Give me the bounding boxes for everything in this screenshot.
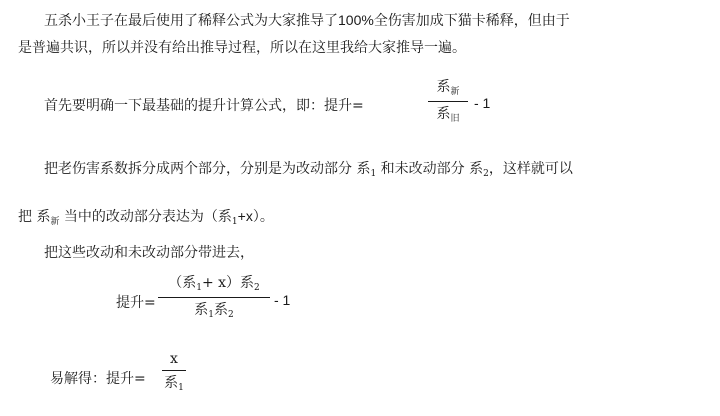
fraction-bar [428, 101, 468, 102]
fraction-result [162, 352, 186, 393]
p1-percent: 100% [338, 12, 374, 28]
p1-text-b: 全伤害加成下猫卡稀释，但由于 [373, 13, 570, 29]
paragraph-5: 把这些改动和未改动部分带进去， [44, 245, 254, 261]
fraction-expanded [158, 276, 270, 320]
fraction2-bar [158, 297, 270, 298]
fraction3-bar [162, 370, 186, 371]
formula2-label: 提升= [116, 295, 156, 311]
p2-text: 首先要明确一下最基础的提升计算公式，即：提升= [44, 98, 364, 114]
p1-text-a: 五杀小王子在最后使用了稀释公式为大家推导了 [44, 13, 338, 29]
fraction2-numerator: （系$_1$+ x）系$_2$ [168, 275, 260, 293]
fraction3-denominator: 系$_1$ [164, 375, 184, 393]
fraction-xin-over-jiu [428, 80, 468, 124]
formula3-label: 易解得：提升= [50, 371, 146, 387]
paragraph-1-line-2 [18, 37, 466, 57]
paragraph-1-line-1 [44, 10, 570, 30]
formula2-minus-one: - 1 [274, 292, 291, 308]
paragraph-2 [44, 95, 364, 115]
p1-line2: 是普遍共识，所以并没有给出推导过程，所以在这里我给大家推导一遍。 [18, 40, 466, 56]
formula1-minus-one: - 1 [474, 95, 491, 111]
fraction3-numerator: x [170, 351, 178, 367]
fraction2-denominator: 系$_1$系$_2$ [194, 302, 234, 320]
fraction-denominator: 系$_旧$ [436, 106, 460, 124]
paragraph-4: 把 系$_新$ 当中的改动部分表达为（系$_1$+x）。 [18, 208, 274, 227]
paragraph-3: 把老伤害系数拆分成两个部分，分别是为改动部分 系$_1$ 和未改动部分 系$_2$，这样就可以 [44, 161, 573, 179]
fraction-numerator: 系$_新$ [436, 79, 460, 97]
